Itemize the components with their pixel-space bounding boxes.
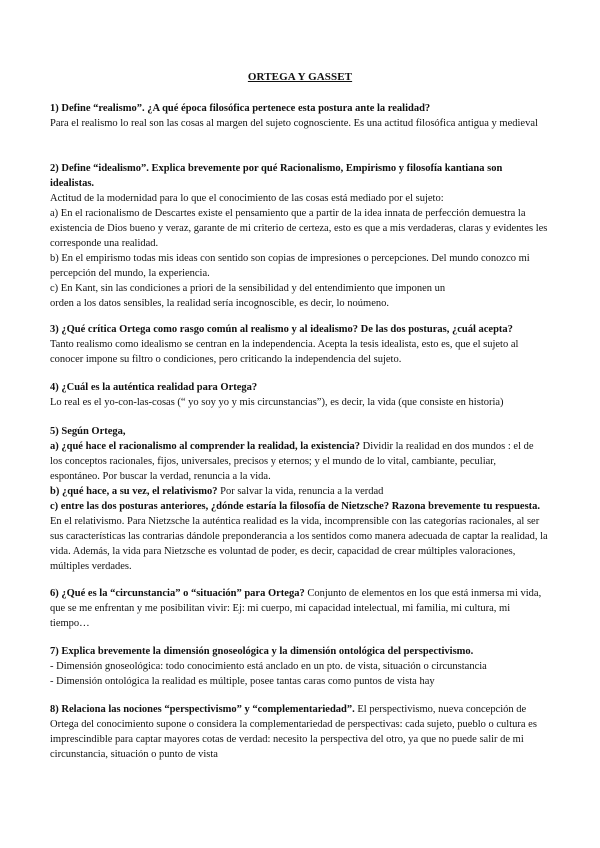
answer-1: Para el realismo lo real son las cosas al margen del sujeto cognosciente. Es una actitud filosófica antigua y medieval [50,118,538,129]
answer-4: Lo real es el yo-con-las-cosas (“ yo soy yo y mis circunstancias”), es decir, la vida (que consiste en historia) [50,397,504,408]
answer-2-a: a) En el racionalismo de Descartes existe el pensamiento que a partir de la idea innata de perfección demuestra la existencia de Dios bueno y veraz, garante de mi criterio de certeza, esto es que a mis verdaderas, claras y evidentes les corresponde una realidad. [50,208,548,249]
question-5-a: a) ¿qué hace el racionalismo al comprender la realidad, la existencia? [50,441,361,452]
answer-2-b: b) En el empirismo todas mis ideas con sentido son copias de impresiones o percepciones. Del mundo conozco mi percepción del mundo, la experiencia. [50,253,530,279]
section-5 [50,424,548,574]
question-1: 1) Define “realismo”. ¿A qué época filosófica pertenece esta postura ante la realidad? [50,103,431,114]
answer-5-c-text: En el relativismo. Para Nietzsche la auténtica realidad es la vida, incomprensible con las categorías racionales, al ser sus características las contrarias dándole preponderancia a los sentidos como manera adecuada de captar la realidad, la vida. Además, la vida para Nietzsche es voluntad de poder, es decir, capacidad de crear múltiples valoraciones, múltiples verdades. [50,516,548,572]
answer-2-c1: c) En Kant, sin las condiciones a priori de la sensibilidad y del entendimiento que imponen un [50,283,446,294]
section-7 [50,644,548,689]
qa-8 [50,702,548,762]
answer-5-a-text: Dividir la realidad en dos mundos : el de los conceptos racionales, fijos, universales, precisos y eternos; y el mundo de lo vital, cambiante, peculiar, espontáneo. Por buscar la verdad, renuncia a la vida. [50,441,534,482]
question-2: 2) Define “idealismo”. Explica brevemente por qué Racionalismo, Empirismo y filosofía kantiana son idealistas. [50,163,503,189]
question-8: 8) Relaciona las nociones “perspectivismo” y “complementariedad”. [50,704,355,715]
question-3: 3) ¿Qué crítica Ortega como rasgo común al realismo y al idealismo? De las dos posturas, ¿cuál acepta? [50,324,513,335]
question-4: 4) ¿Cuál es la auténtica realidad para Ortega? [50,382,258,393]
answer-5-a [50,439,548,484]
section-4 [50,380,548,410]
question-6: 6) ¿Qué es la “circunstancia” o “situación” para Ortega? [50,588,305,599]
question-5-heading: 5) Según Ortega, [50,426,126,437]
answer-5-b [50,484,548,499]
question-5-c: c) entre las dos posturas anteriores, ¿dónde estaría la filosofía de Nietzsche? Razona brevemente tu respuesta. [50,501,541,512]
answer-6: Conjunto de elementos en los que está inmersa mi vida, que se me enfrentan y me posibilitan vivir: Ej: mi cuerpo, mi capacidad intelectual, mi familia, mi cultura, mi tiempo… [50,588,542,629]
answer-5-b-text: Por salvar la vida, renuncia a la verdad [217,486,384,497]
section-1 [50,101,548,131]
answer-8: El perspectivismo, nueva concepción de Ortega del conocimiento supone o considera la complementariedad de perspectivas: cada sujeto, pueblo o cultura es imprescindible para captar mayores cotas de verdad: necesito la perspectiva del otro, ya que no puede salir de mi circunstancia, situación o punto de vista [50,704,537,760]
answer-7-gnoseological: - Dimensión gnoseológica: todo conocimiento está anclado en un pto. de vista, situación o circunstancia [50,661,487,672]
answer-2-c2: orden a los datos sensibles, la realidad sería incognoscible, es decir, lo noúmeno. [50,298,389,309]
qa-6 [50,586,548,631]
question-7: 7) Explica brevemente la dimensión gnoseológica y la dimensión ontológica del perspectivismo. [50,646,474,657]
answer-3: Tanto realismo como idealismo se centran en la independencia. Acepta la tesis idealista, esto es, que el sujeto al conocer impone su filtro o condiciones, pero criticando la independencia del sujeto. [50,339,519,365]
question-5-b: b) ¿qué hace, a su vez, el relativismo? [50,486,218,497]
answer-5-c [50,499,548,574]
page-title: ORTEGA Y GASSET [247,71,353,83]
section-6 [50,586,548,631]
section-8 [50,702,548,762]
answer-2-intro: Actitud de la modernidad para lo que el conocimiento de las cosas está mediado por el sujeto: [50,193,444,204]
answer-7-ontological: - Dimensión ontológica la realidad es múltiple, posee tantas caras como puntos de vista hay [50,676,435,687]
section-3 [50,322,548,367]
section-2 [50,161,548,311]
